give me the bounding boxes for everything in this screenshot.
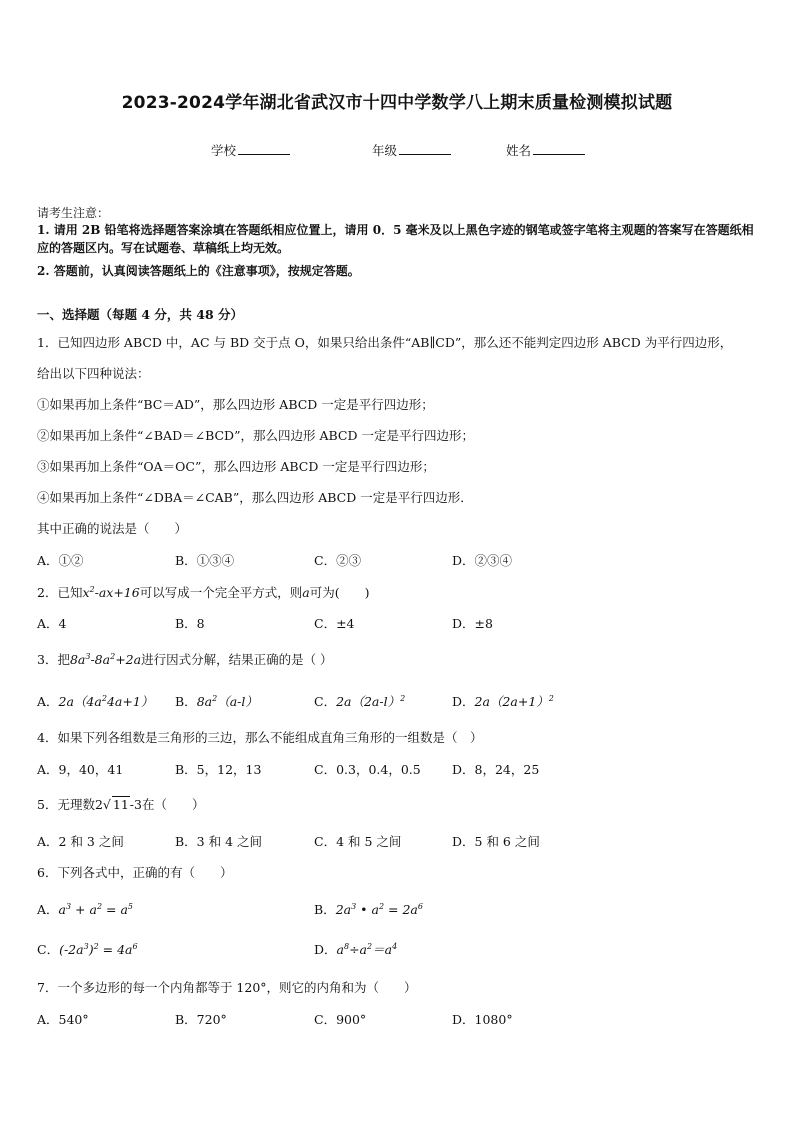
q4-option-b: B．5，12，13 bbox=[175, 762, 262, 777]
q7-option-d: D．1080° bbox=[452, 1012, 513, 1027]
q1-statement-3: ③如果再加上条件“OA＝OC”，那么四边形 ABCD 一定是平行四边形； bbox=[37, 459, 435, 474]
q1-stem-line1: 1．已知四边形 ABCD 中，AC 与 BD 交于点 O，如果只给出条件“AB∥CD”，那么还不能判定四边形 ABCD 为平行四边形， bbox=[37, 335, 733, 350]
q7-stem: 7．一个多边形的每一个内角都等于 120°，则它的内角和为（ ） bbox=[37, 980, 417, 995]
q1-option-d: D．②③④ bbox=[452, 553, 513, 568]
q3-expression: $8a^3-8a^2+2a$ bbox=[69, 652, 142, 667]
q4-stem: 4．如果下列各组数是三角形的三边，那么不能组成直角三角形的一组数是（ ） bbox=[37, 730, 483, 745]
q1-statement-1: ①如果再加上条件“BC＝AD”，那么四边形 ABCD 一定是平行四边形； bbox=[37, 397, 434, 412]
q5-option-d: D．5 和 6 之间 bbox=[452, 834, 540, 849]
q2-option-a: A．4 bbox=[37, 616, 67, 631]
q3-stem-post: 进行因式分解，结果正确的是（ ） bbox=[141, 652, 333, 667]
school-blank bbox=[238, 142, 290, 155]
q1-statement-2: ②如果再加上条件“∠BAD＝∠BCD”，那么四边形 ABCD 一定是平行四边形； bbox=[37, 428, 474, 443]
notice-item-1: 1. 请用 2B 铅笔将选择题答案涂填在答题纸相应位置上，请用 0．5 毫米及以上黑色字迹的钢笔或签字笔将主观题的答案写在答题纸相应的答题区内。写在试题卷、草稿纸上均无效。 bbox=[37, 223, 754, 255]
q7-option-c: C．900° bbox=[314, 1012, 367, 1027]
q5-expression: 2√ 11-3 bbox=[94, 797, 142, 812]
q6-option-a: A．$a^3 + a^2 = a^5$ bbox=[37, 902, 134, 917]
q7-option-a: A．540° bbox=[37, 1012, 89, 1027]
notice-item-2: 2. 答题前，认真阅读答题纸上的《注意事项》，按规定答题。 bbox=[37, 264, 360, 278]
q2-variable: a bbox=[302, 585, 310, 600]
q3-option-a: A．$2a(4a^24a+1)$ bbox=[37, 694, 154, 709]
q4-option-c: C．0.3，0.4，0.5 bbox=[314, 762, 421, 777]
q2-expression: $x^2-ax+16$ bbox=[82, 585, 140, 600]
q1-option-b: B．①③④ bbox=[175, 553, 235, 568]
q1-stem-line2: 给出以下四种说法： bbox=[37, 366, 150, 381]
name-field bbox=[506, 141, 585, 159]
name-blank bbox=[533, 142, 585, 155]
q6-stem: 6．下列各式中，正确的有（ ） bbox=[37, 865, 233, 880]
q6-option-c: C．$(-2a^3)^2 = 4a^6$ bbox=[37, 942, 138, 957]
q2-stem-post: 可以写成一个完全平方式，则 bbox=[139, 585, 303, 600]
q1-option-c: C．②③ bbox=[314, 553, 362, 568]
q2-stem bbox=[37, 583, 369, 601]
q3-option-d: D．$2a(2a+1)^2$ bbox=[452, 694, 554, 709]
page-title: 2023-2024学年湖北省武汉市十四中学数学八上期末质量检测模拟试题 bbox=[121, 93, 673, 113]
q5-stem-pre: 5．无理数 bbox=[37, 797, 95, 812]
grade-field bbox=[372, 141, 451, 159]
q2-option-c: C．±4 bbox=[314, 616, 355, 631]
q5-stem-post: 在（ ） bbox=[141, 797, 205, 812]
q3-stem bbox=[37, 650, 333, 668]
grade-label: 年级 bbox=[372, 143, 398, 158]
q3-stem-pre: 3．把 bbox=[37, 652, 70, 667]
q3-option-b: B．$8a^2(a-l)$ bbox=[175, 694, 258, 709]
q5-option-c: C．4 和 5 之间 bbox=[314, 834, 402, 849]
q5-option-b: B．3 和 4 之间 bbox=[175, 834, 263, 849]
q3-option-c: C．$2a(2a-l)^2$ bbox=[314, 694, 406, 709]
q5-option-a: A．2 和 3 之间 bbox=[37, 834, 124, 849]
q1-option-a: A．①② bbox=[37, 553, 84, 568]
q6-option-d: D．$a^8\div a^2=a^4$ bbox=[314, 942, 398, 957]
q4-option-a: A．9，40，41 bbox=[37, 762, 124, 777]
q2-option-b: B．8 bbox=[175, 616, 205, 631]
q1-question: 其中正确的说法是（ ） bbox=[37, 521, 188, 536]
section-heading: 一、选择题（每题 4 分，共 48 分） bbox=[37, 307, 244, 322]
q6-option-b: B．$2a^3$ • $a^2 = 2a^6$ bbox=[314, 902, 423, 917]
q5-stem bbox=[37, 795, 204, 813]
q2-stem-pre: 2．已知 bbox=[37, 585, 83, 600]
school-label: 学校 bbox=[211, 143, 237, 158]
name-label: 姓名 bbox=[506, 143, 532, 158]
q4-option-d: D．8，24，25 bbox=[452, 762, 540, 777]
q2-option-d: D．±8 bbox=[452, 616, 493, 631]
q1-statement-4: ④如果再加上条件“∠DBA＝∠CAB”，那么四边形 ABCD 一定是平行四边形． bbox=[37, 490, 473, 505]
grade-blank bbox=[399, 142, 451, 155]
q7-option-b: B．720° bbox=[175, 1012, 227, 1027]
school-field bbox=[211, 141, 290, 159]
notice-heading: 请考生注意： bbox=[37, 206, 110, 220]
q2-stem-post2: 可为( ) bbox=[309, 585, 370, 600]
